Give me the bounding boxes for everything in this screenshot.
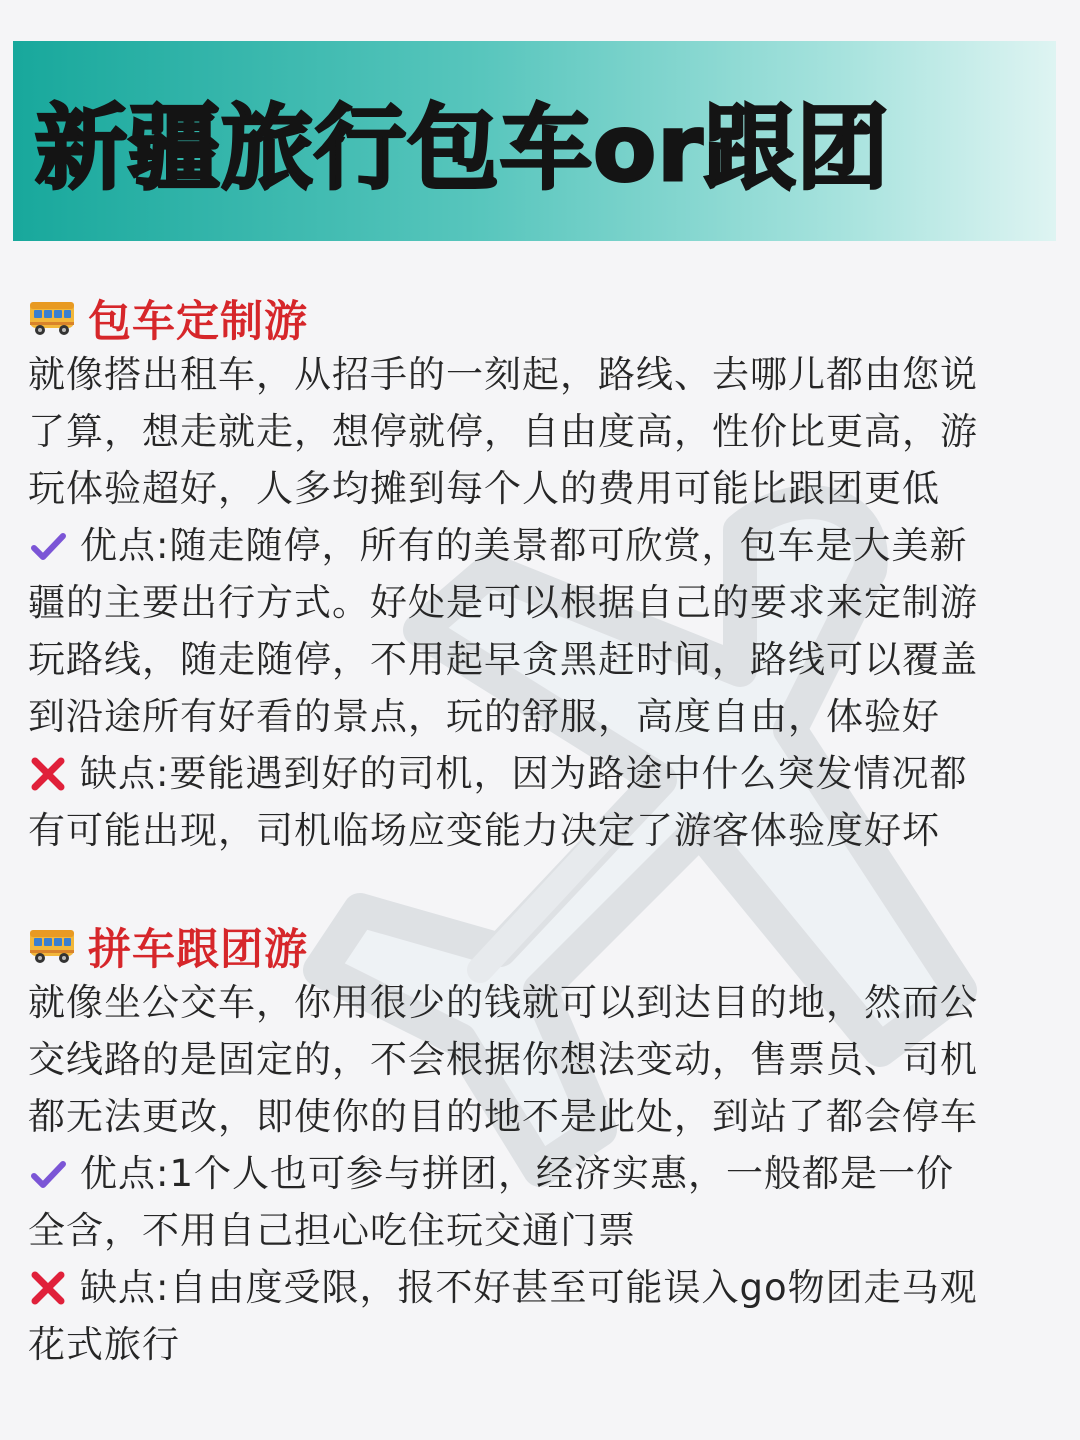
body-line: 玩体验超好，人多均摊到每个人的费用可能比跟团更低 [28, 467, 940, 510]
body-line: 了算，想走就走，想停就停，自由度高，性价比更高，游 [28, 410, 978, 453]
bus-icon [28, 926, 76, 966]
section-title: 拼车跟团游 [88, 924, 308, 975]
cross-icon [28, 1268, 68, 1308]
section-group-tour [28, 918, 1058, 1373]
pros-line: 优点:随走随停，所有的美景都可欣赏，包车是大美新 [28, 517, 1058, 574]
pros-line: 疆的主要出行方式。好处是可以根据自己的要求来定制游 [28, 581, 978, 624]
bus-icon [28, 298, 76, 338]
cons-line: 缺点:要能遇到好的司机，因为路途中什么突发情况都 [28, 745, 1058, 802]
cons-line: 缺点:自由度受限，报不好甚至可能误入go物团走马观 [28, 1259, 1058, 1316]
cons-line: 有可能出现，司机临场应变能力决定了游客体验度好坏 [28, 809, 940, 852]
body-line: 就像坐公交车，你用很少的钱就可以到达目的地，然而公 [28, 981, 978, 1024]
cons-line: 花式旅行 [28, 1323, 180, 1366]
body-line: 就像搭出租车，从招手的一刻起，路线、去哪儿都由您说 [28, 353, 978, 396]
body-line: 都无法更改，即使你的目的地不是此处，到站了都会停车 [28, 1095, 978, 1138]
title-banner [13, 41, 1056, 241]
section-title: 包车定制游 [88, 296, 308, 347]
pros-line: 优点:1个人也可参与拼团，经济实惠，一般都是一价 [28, 1145, 1058, 1202]
pros-line: 到沿途所有好看的景点，玩的舒服，高度自由，体验好 [28, 695, 940, 738]
check-icon [28, 526, 68, 566]
section-charter-tour [28, 290, 1058, 859]
pros-line: 玩路线，随走随停，不用起早贪黑赶时间，路线可以覆盖 [28, 638, 978, 681]
pros-line: 全含，不用自己担心吃住玩交通门票 [28, 1209, 636, 1252]
section-header [28, 918, 1058, 974]
page-title: 新疆旅行包车or跟团 [35, 95, 890, 202]
body-line: 交线路的是固定的，不会根据你想法变动，售票员、司机 [28, 1038, 978, 1081]
cross-icon [28, 754, 68, 794]
section-header [28, 290, 1058, 346]
check-icon [28, 1154, 68, 1194]
